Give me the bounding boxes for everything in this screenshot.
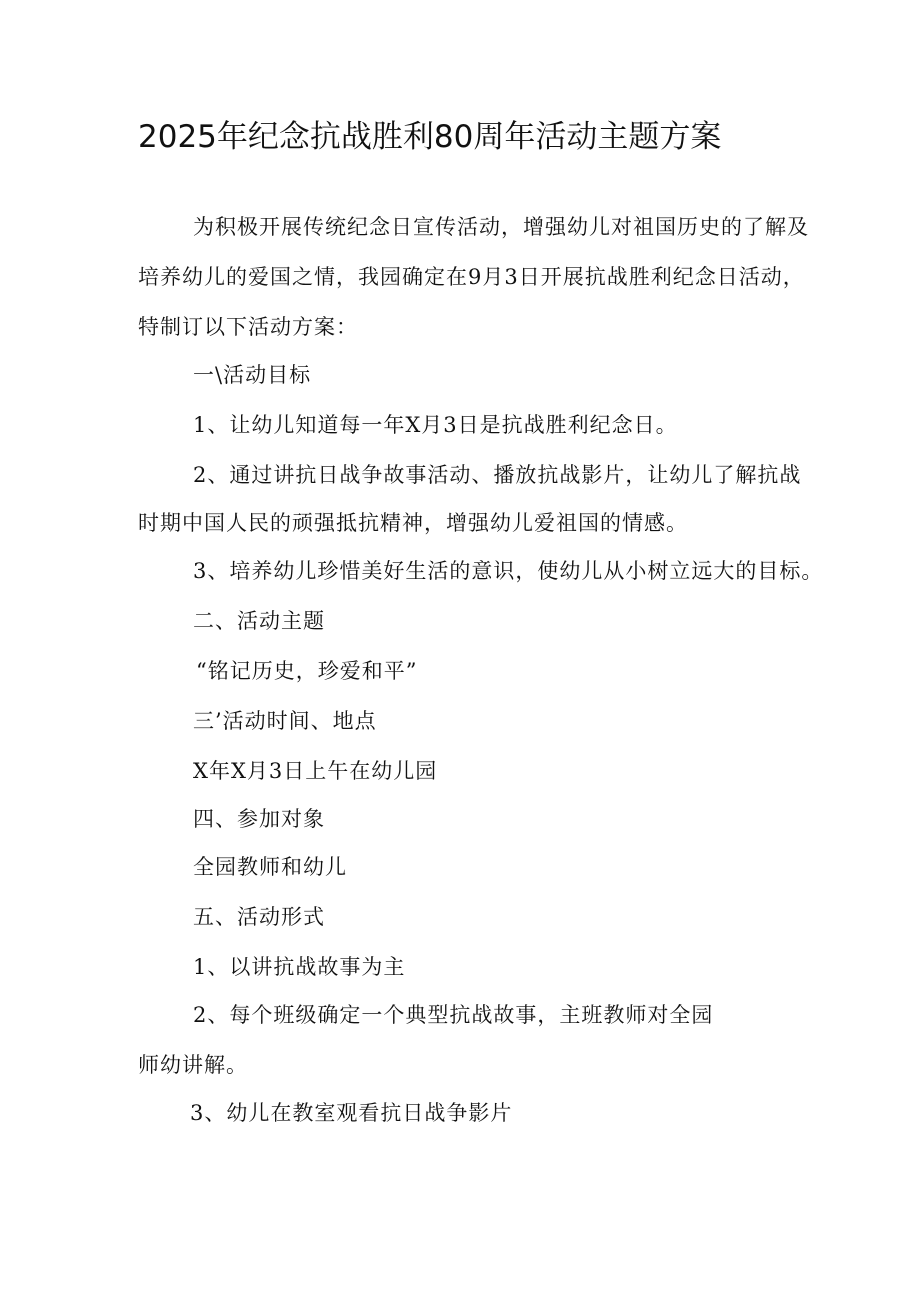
- section-3-content: X年X月3日上午在幼儿园: [193, 759, 438, 783]
- section-1-item-3: 3、培养幼儿珍惜美好生活的意识，使幼儿从小树立远大的目标。: [193, 559, 824, 583]
- section-1-item-1: 1、让幼儿知道每一年X月3日是抗战胜利纪念日。: [193, 413, 678, 437]
- intro-line-2: 培养幼儿的爱国之情，我园确定在9月3日开展抗战胜利纪念日活动，: [138, 265, 805, 289]
- section-2-heading: 二、活动主题: [193, 609, 325, 633]
- section-5-item-2-cont: 师幼讲解。: [138, 1053, 248, 1077]
- section-5-item-2: 2、每个班级确定一个典型抗战故事，主班教师对全园: [193, 1003, 714, 1027]
- intro-line-3: 特制订以下活动方案：: [138, 315, 358, 339]
- section-4-content: 全园教师和幼儿: [193, 855, 347, 879]
- section-5-item-1: 1、以讲抗战故事为主: [193, 955, 406, 979]
- section-3-heading: 三’活动时间、地点: [193, 709, 377, 733]
- section-5-heading: 五、活动形式: [193, 905, 325, 929]
- section-2-theme: “铭记历史，珍爱和平”: [196, 659, 418, 683]
- section-4-heading: 四、参加对象: [193, 807, 325, 831]
- section-1-heading: 一\活动目标: [193, 363, 312, 387]
- section-1-item-2: 2、通过讲抗日战争故事活动、播放抗战影片，让幼儿了解抗战: [193, 463, 802, 487]
- section-5-item-3: 3、幼儿在教室观看抗日战争影片: [190, 1101, 513, 1125]
- document-title: 2025年纪念抗战胜利80周年活动主题方案: [138, 119, 722, 155]
- section-1-item-2-cont: 时期中国人民的顽强抵抗精神，增强幼儿爱祖国的情感。: [138, 511, 688, 535]
- intro-line-1: 为积极开展传统纪念日宣传活动，增强幼儿对祖国历史的了解及: [193, 215, 809, 239]
